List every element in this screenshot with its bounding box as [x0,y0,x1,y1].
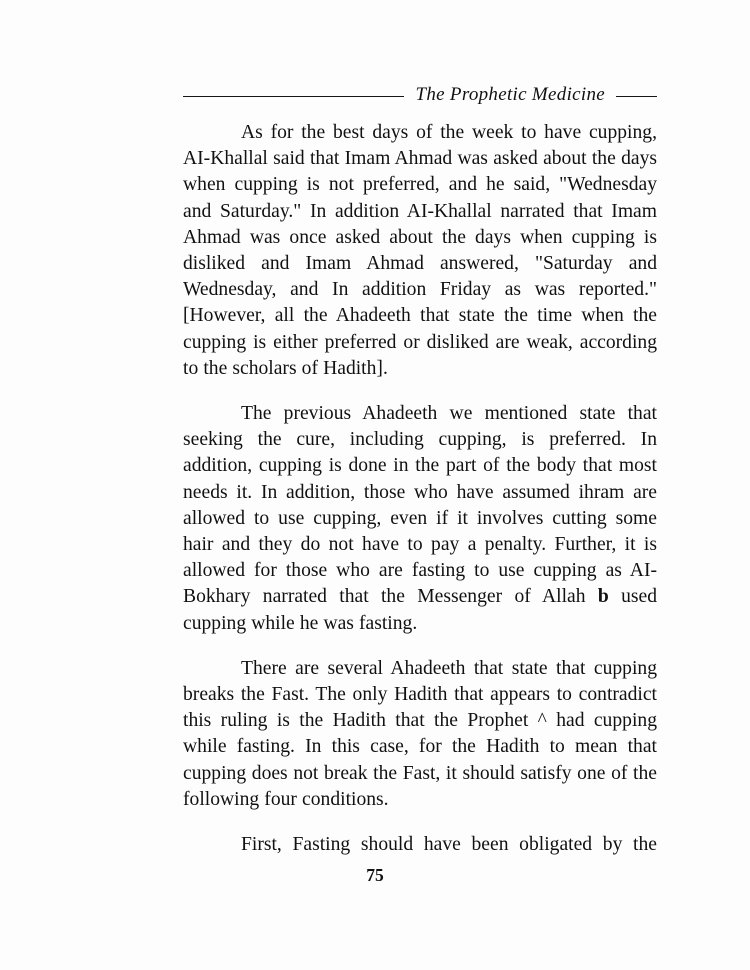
running-head-rule-right [616,96,657,97]
paragraph-2 [183,401,657,637]
salutation-symbol-icon: b [597,586,609,608]
paragraph-2-text-after-symbol: used cupping while he was fasting. [183,586,657,634]
running-head-rule-left [183,96,404,97]
paragraph-1-text: As for the best days of the week to have cupping, AI-Khallal said that Imam Ahmad was asked about the days when cupping is not preferred, and he said, "Wednesday and Saturday." In addition AI-Khallal narrated that Imam Ahmad was once asked about the days when cupping is disliked and Imam Ahmad answered, "Saturday and Wednesday, and In addition Friday as was reported." [However, all the Ahadeeth that state the time when the cupping is either preferred or disliked are weak, according to the scholars of Hadith]. [183,122,657,379]
paragraph-2-text-before-symbol: The previous Ahadeeth we mentioned state that seeking the cure, including cupping, is preferred. In addition, cupping is done in the part of the body that most needs it. In addition, those who have assumed ihram are allowed to use cupping, even if it involves cutting some hair and they do not have to pay a penalty. Further, it is allowed for those who are fasting to use cupping as AI-Bokhary narrated that the Messenger of Allah [183,403,657,608]
running-head-title: The Prophetic Medicine [415,84,605,105]
paragraph-1 [183,120,657,382]
paragraph-4-text: First, Fasting should have been obligated by the [241,834,657,856]
paragraph-3-text-before-symbol: There are several Ahadeeth that state that cupping breaks the Fast. The only Hadith that appears to contradict this ruling is the Hadith that the Prophet [183,657,657,732]
page-number: 75 [366,865,384,885]
paragraph-3-text-after-symbol: had cupping while fasting. In this case, for the Hadith to mean that cupping does not break the Fast, it should satisfy one of the following four conditions. [183,710,657,810]
body-text-column [183,120,657,884]
paragraph-3 [183,656,657,813]
caret-symbol-icon: ^ [537,710,547,732]
running-head [183,82,657,108]
